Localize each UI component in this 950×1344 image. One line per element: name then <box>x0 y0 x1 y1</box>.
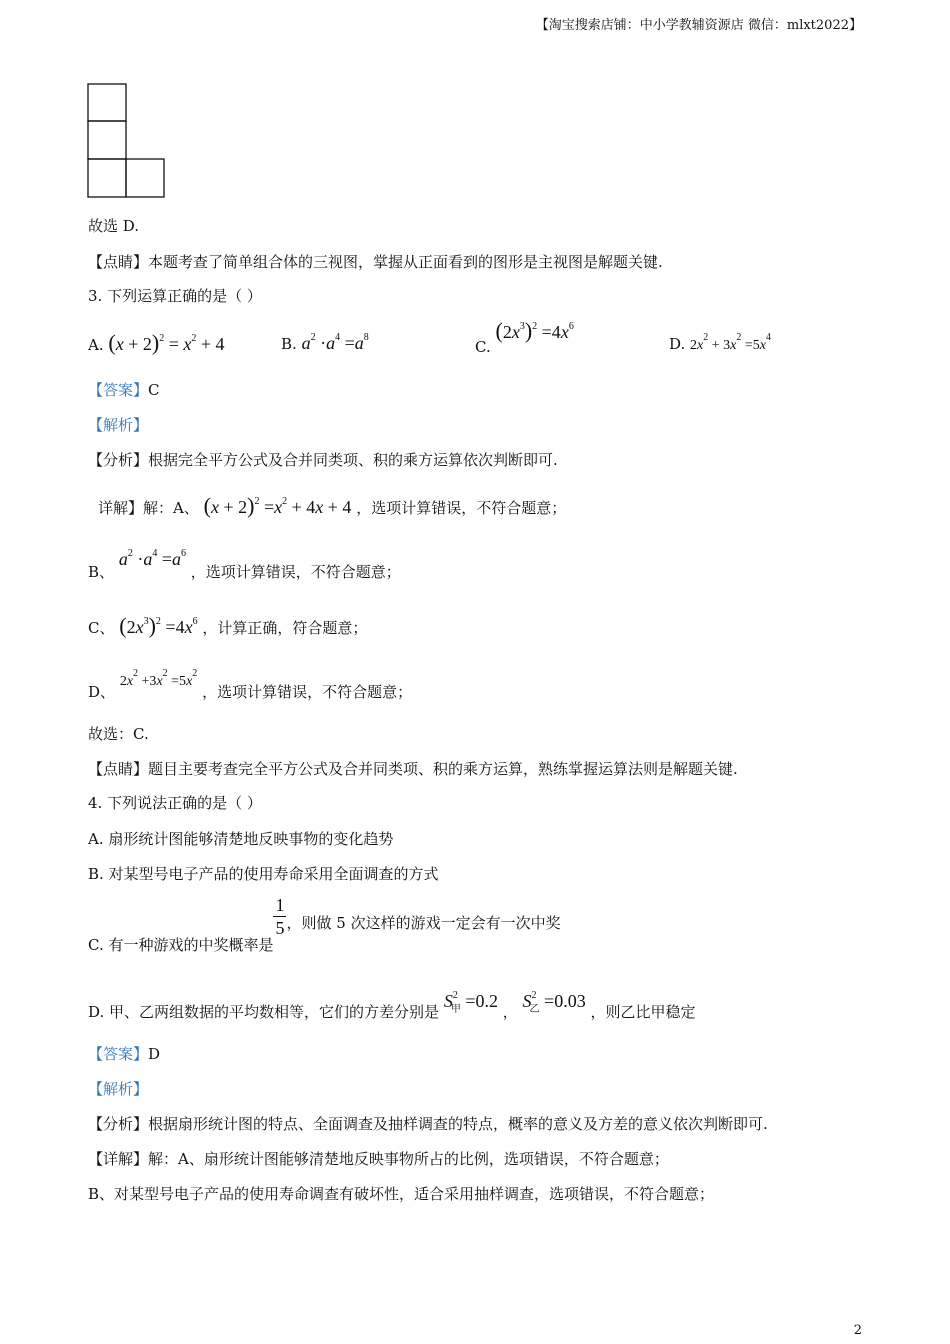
q3-analysis-label: 【解析】 <box>88 416 149 434</box>
q4-option-d-tail: ，则乙比甲稳定 <box>590 1003 696 1021</box>
q3-xiangjie-prefix: 详解】解：A、 <box>98 499 199 517</box>
q3-line-d-prefix: D、 <box>88 683 116 701</box>
q3-option-c <box>475 318 574 356</box>
figure-square-bottom-right <box>126 159 164 197</box>
three-view-figure <box>87 83 167 199</box>
q3-line-c-prefix: C、 <box>88 619 115 637</box>
figure-square-bottom-left <box>88 159 126 197</box>
q3-xiangjie-a-tail: ，选项计算错误，不符合题意； <box>356 499 567 517</box>
q4-option-d-prefix: D. 甲、乙两组数据的平均数相等，它们的方差分别是 <box>88 1003 440 1021</box>
q4-answer <box>88 1044 160 1064</box>
q3-option-b-label: B. <box>281 335 297 353</box>
q4-option-d-sep: ， <box>502 1003 518 1021</box>
q3-conclusion: 故选：C. <box>88 725 149 743</box>
q3-line-b-prefix: B、 <box>88 563 115 581</box>
q3-answer-label: 【答案】 <box>88 381 149 399</box>
q3-answer <box>88 380 160 400</box>
q4-xiangjie: 【详解】解：A、扇形统计图能够清楚地反映事物所占的比例，选项错误，不符合题意； <box>88 1150 669 1168</box>
q3-option-a <box>88 330 225 356</box>
q3-option-b-formula: $a^2 \cdot a^4 =a^8$ <box>301 332 369 353</box>
page-number: 2 <box>853 1323 862 1338</box>
q4-option-b: B. 对某型号电子产品的使用寿命采用全面调查的方式 <box>88 865 439 883</box>
q3-review: 【点睛】题目主要考查完全平方公式及合并同类项、积的乘方运算，熟练掌握运算法则是解题关键. <box>88 760 738 778</box>
q3-line-c-tail: ，计算正确，符合题意； <box>202 619 368 637</box>
q4-option-c-fraction <box>273 894 286 939</box>
q4-option-c-prefix: C. 有一种游戏的中奖概率是 <box>88 935 274 954</box>
q3-option-b <box>281 332 369 354</box>
q3-option-c-label: C. <box>475 338 491 356</box>
q2-review: 【点睛】本题考查了简单组合体的三视图，掌握从正面看到的图形是主视图是解题关键. <box>88 253 663 271</box>
q4-option-a: A. 扇形统计图能够清楚地反映事物的变化趋势 <box>88 830 394 848</box>
q3-xiangjie-a <box>98 492 566 518</box>
q3-line-b-formula: $a^2 \cdot a^4 =a^6$ <box>118 548 186 569</box>
q3-fenxi: 【分析】根据完全平方公式及合并同类项、积的乘方运算依次判断即可. <box>88 451 558 469</box>
q4-answer-value: D <box>148 1045 161 1063</box>
fraction-denominator: 5 <box>275 918 285 938</box>
q4-option-d <box>88 990 696 1030</box>
q2-conclusion: 故选 D. <box>88 217 140 235</box>
q4-answer-label: 【答案】 <box>88 1045 149 1063</box>
figure-square-top <box>88 84 126 121</box>
page-header: 【淘宝搜索店铺：中小学教辅资源店 微信：mlxt2022】 <box>535 18 862 33</box>
q3-line-d-formula: $2x^2 +3x^2 =5x^2$ <box>119 668 198 689</box>
q4-stem: 4. 下列说法正确的是（ ） <box>88 794 262 812</box>
q3-line-b-tail: ，选项计算错误，不符合题意； <box>190 563 401 581</box>
figure-square-middle <box>88 121 126 159</box>
q4-analysis-label: 【解析】 <box>88 1080 149 1098</box>
q3-answer-value: C <box>148 381 160 399</box>
q3-line-d-tail: ，选项计算错误，不符合题意； <box>202 683 413 701</box>
q4-fenxi: 【分析】根据扇形统计图的特点、全面调查及抽样调查的特点，概率的意义及方差的意义依次判断即可. <box>88 1115 768 1133</box>
q4-option-c-tail: ，则做 5 次这样的游戏一定会有一次中奖 <box>286 913 561 932</box>
fraction-numerator: 1 <box>275 895 285 915</box>
q3-line-b <box>88 548 401 582</box>
q4-option-c <box>88 894 561 954</box>
q3-option-d-label: D. <box>669 335 686 353</box>
q3-line-c-formula: $(2x^3)^2 =4x^6$ <box>119 613 198 638</box>
q3-option-d <box>669 332 771 354</box>
q3-line-c <box>88 612 367 638</box>
q4-option-d-formula-jia: $S^2_甲 =0.2$ <box>443 990 498 1015</box>
q3-xiangjie-a-formula: $(x + 2)^2 =x^2 + 4x + 4$ <box>203 493 352 518</box>
q3-option-c-formula: $(2x^3)^2 =4x^6$ <box>495 318 574 343</box>
q3-stem: 3. 下列运算正确的是（ ） <box>88 287 262 305</box>
q3-option-d-formula: $2x^2 + 3x^2 =5x^4$ <box>690 332 772 353</box>
q4-option-d-formula-yi: $S^2_乙 =0.03$ <box>522 990 586 1015</box>
q3-option-a-formula: $(x + 2)^2 = x^2 + 4$ <box>108 330 225 355</box>
q4-line-b: B、对某型号电子产品的使用寿命调查有破坏性，适合采用抽样调查，选项错误，不符合题意； <box>88 1185 715 1203</box>
q3-line-d <box>88 668 413 704</box>
q3-option-a-label: A. <box>88 336 104 354</box>
